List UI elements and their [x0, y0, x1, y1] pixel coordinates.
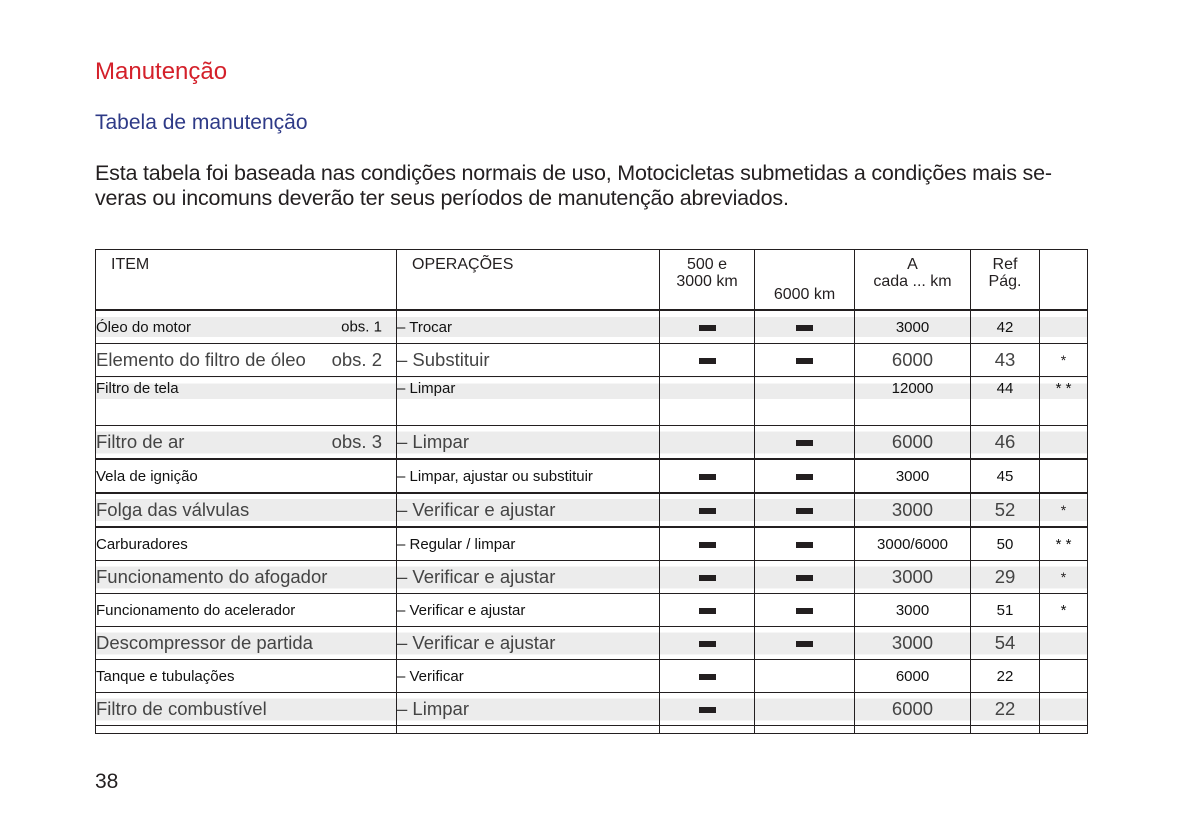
item-name: Vela de ignição	[96, 467, 198, 485]
header-500-3000	[660, 250, 755, 311]
check-mark	[796, 474, 813, 480]
every-km-cell: 6000	[855, 693, 971, 726]
check-mark	[699, 325, 716, 331]
header-every-line1: A	[907, 256, 918, 273]
ref-page-cell: 51	[971, 594, 1040, 627]
interval-6000-cell	[755, 459, 855, 493]
interval-6000-cell	[755, 426, 855, 460]
every-km-cell: 6000	[855, 426, 971, 460]
interval-6000-cell	[755, 561, 855, 594]
spacer-cell	[855, 399, 971, 426]
interval-500-3000-cell	[660, 310, 755, 344]
interval-500-3000-cell	[660, 426, 755, 460]
note-cell	[1040, 459, 1088, 493]
header-ref-line2: Pág.	[988, 273, 1022, 290]
obs-label: obs. 2	[331, 349, 382, 370]
spacer-row	[96, 399, 1088, 426]
item-name: Carburadores	[96, 535, 188, 553]
operation-cell: – Verificar e ajustar	[397, 561, 660, 594]
strip-cell	[660, 726, 755, 734]
ref-page-cell: 52	[971, 493, 1040, 527]
note-cell: * *	[1040, 527, 1088, 561]
table-row	[96, 493, 1088, 527]
page-number: 38	[95, 770, 119, 793]
note-cell: *	[1040, 561, 1088, 594]
table-row	[96, 310, 1088, 344]
header-ref-line1: Ref	[992, 256, 1018, 273]
every-km-cell: 3000	[855, 493, 971, 527]
check-mark	[699, 358, 716, 364]
spacer-cell	[971, 399, 1040, 426]
spacer-cell	[397, 399, 660, 426]
note-cell: *	[1040, 594, 1088, 627]
every-km-cell: 3000	[855, 594, 971, 627]
item-cell	[96, 310, 397, 344]
ref-page-cell: 46	[971, 426, 1040, 460]
header-operations: OPERAÇÕES	[397, 250, 660, 311]
note-cell	[1040, 627, 1088, 660]
strip-cell	[397, 726, 660, 734]
check-mark	[699, 641, 716, 647]
interval-500-3000-cell	[660, 344, 755, 377]
every-km-cell: 3000	[855, 310, 971, 344]
item-name: Tanque e tubulações	[96, 667, 235, 685]
check-mark	[699, 542, 716, 548]
spacer-cell	[96, 399, 397, 426]
operation-cell: – Verificar	[397, 660, 660, 693]
interval-500-3000-cell	[660, 459, 755, 493]
spacer-cell	[1040, 399, 1088, 426]
item-cell	[96, 426, 397, 460]
ref-page-cell: 44	[971, 377, 1040, 400]
check-mark	[699, 608, 716, 614]
header-500-line1: 500 e	[686, 256, 728, 273]
table-row	[96, 693, 1088, 726]
every-km-cell: 6000	[855, 660, 971, 693]
check-mark	[796, 542, 813, 548]
item-cell	[96, 527, 397, 561]
item-cell	[96, 561, 397, 594]
header-every	[855, 250, 971, 311]
note-cell	[1040, 426, 1088, 460]
ref-page-cell: 50	[971, 527, 1040, 561]
table-row	[96, 426, 1088, 460]
operation-cell: – Limpar	[397, 377, 660, 400]
header-item: ITEM	[96, 250, 397, 311]
note-cell	[1040, 660, 1088, 693]
item-name: Óleo do motor	[96, 318, 192, 336]
interval-500-3000-cell	[660, 594, 755, 627]
header-500-line2: 3000 km	[676, 273, 738, 290]
table-row	[96, 527, 1088, 561]
table-bottom-strip	[96, 726, 1088, 734]
interval-6000-cell	[755, 377, 855, 400]
interval-500-3000-cell	[660, 627, 755, 660]
item-name: Elemento do filtro de óleo	[96, 349, 306, 370]
interval-500-3000-cell	[660, 527, 755, 561]
interval-500-3000-cell	[660, 660, 755, 693]
note-cell	[1040, 310, 1088, 344]
check-mark	[796, 508, 813, 514]
check-mark	[796, 608, 813, 614]
strip-cell	[1040, 726, 1088, 734]
spacer-cell	[660, 399, 755, 426]
operation-cell: – Regular / limpar	[397, 527, 660, 561]
item-cell	[96, 693, 397, 726]
spacer-cell	[755, 399, 855, 426]
table-row	[96, 561, 1088, 594]
check-mark	[699, 707, 716, 713]
maintenance-table	[95, 249, 1088, 734]
item-cell	[96, 459, 397, 493]
note-cell: * *	[1040, 377, 1088, 400]
check-mark	[699, 674, 716, 680]
note-cell: *	[1040, 493, 1088, 527]
interval-6000-cell	[755, 310, 855, 344]
interval-6000-cell	[755, 594, 855, 627]
every-km-cell: 3000	[855, 627, 971, 660]
every-km-cell: 3000/6000	[855, 527, 971, 561]
check-mark	[796, 325, 813, 331]
check-mark	[796, 358, 813, 364]
operation-cell: – Verificar e ajustar	[397, 493, 660, 527]
obs-label: obs. 3	[331, 431, 382, 452]
item-cell	[96, 660, 397, 693]
operation-cell: – Limpar	[397, 693, 660, 726]
table-row	[96, 377, 1088, 400]
item-cell	[96, 344, 397, 377]
item-cell	[96, 493, 397, 527]
header-every-line2: cada ... km	[873, 273, 952, 290]
obs-label: obs. 1	[341, 318, 382, 336]
item-name: Filtro de tela	[96, 379, 179, 397]
interval-6000-cell	[755, 660, 855, 693]
header-notes	[1040, 250, 1088, 311]
note-cell: *	[1040, 344, 1088, 377]
interval-6000-cell	[755, 344, 855, 377]
item-name: Funcionamento do acelerador	[96, 601, 296, 619]
interval-6000-cell	[755, 527, 855, 561]
operation-cell: – Trocar	[397, 310, 660, 344]
table-row	[96, 660, 1088, 693]
strip-cell	[971, 726, 1040, 734]
item-name: Folga das válvulas	[96, 499, 250, 520]
table-row	[96, 594, 1088, 627]
check-mark	[796, 641, 813, 647]
operation-cell: – Verificar e ajustar	[397, 594, 660, 627]
interval-500-3000-cell	[660, 493, 755, 527]
ref-page-cell: 29	[971, 561, 1040, 594]
ref-page-cell: 22	[971, 693, 1040, 726]
every-km-cell: 12000	[855, 377, 971, 400]
header-ref	[971, 250, 1040, 311]
item-name: Filtro de combustível	[96, 698, 267, 719]
note-cell	[1040, 693, 1088, 726]
interval-500-3000-cell	[660, 377, 755, 400]
ref-page-cell: 45	[971, 459, 1040, 493]
item-cell	[96, 627, 397, 660]
item-name: Filtro de ar	[96, 431, 185, 452]
check-mark	[699, 508, 716, 514]
ref-page-cell: 43	[971, 344, 1040, 377]
item-name: Descompressor de partida	[96, 632, 313, 653]
section-title: Manutenção	[95, 58, 228, 85]
check-mark	[796, 575, 813, 581]
interval-500-3000-cell	[660, 561, 755, 594]
strip-cell	[855, 726, 971, 734]
table-row	[96, 344, 1088, 377]
ref-page-cell: 22	[971, 660, 1040, 693]
operation-cell: – Limpar	[397, 426, 660, 460]
check-mark	[699, 575, 716, 581]
check-mark	[699, 474, 716, 480]
header-6000: 6000 km	[755, 250, 855, 311]
table-subtitle: Tabela de manutenção	[95, 111, 308, 134]
table-header-row	[96, 250, 1088, 311]
table-row	[96, 627, 1088, 660]
operation-cell: – Limpar, ajustar ou substituir	[397, 459, 660, 493]
ref-page-cell: 54	[971, 627, 1040, 660]
item-name: Funcionamento do afogador	[96, 566, 328, 587]
ref-page-cell: 42	[971, 310, 1040, 344]
check-mark	[796, 440, 813, 446]
interval-6000-cell	[755, 693, 855, 726]
item-cell	[96, 377, 397, 400]
item-cell	[96, 594, 397, 627]
every-km-cell: 6000	[855, 344, 971, 377]
every-km-cell: 3000	[855, 459, 971, 493]
table-row	[96, 459, 1088, 493]
interval-6000-cell	[755, 493, 855, 527]
interval-500-3000-cell	[660, 693, 755, 726]
interval-6000-cell	[755, 627, 855, 660]
operation-cell: – Substituir	[397, 344, 660, 377]
operation-cell: – Verificar e ajustar	[397, 627, 660, 660]
intro-paragraph: Esta tabela foi baseada nas condições normais de uso, Motocicletas submetidas a condições mais se-veras ou incomuns deverão ter seus períodos de manutenção abreviados.	[95, 161, 1052, 210]
every-km-cell: 3000	[855, 561, 971, 594]
strip-cell	[96, 726, 397, 734]
strip-cell	[755, 726, 855, 734]
